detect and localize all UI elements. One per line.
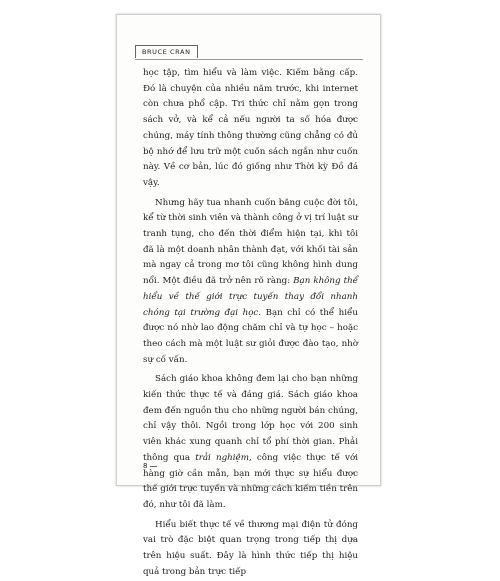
paragraph-text: Bạn chỉ có thể hiểu được nó nhờ lao động chăm chỉ và tự học – hoặc theo cách mà một luật sư giỏi được đào tạo, nhờ sự cố vấn. — [143, 307, 358, 365]
emphasis-text: Bạn không thể hiểu về thế giới trực tuyến thay đổi nhanh chóng tại trường đại học. — [143, 276, 359, 318]
paragraph-text: Hiểu biết thực tế về thương mại điện tử đóng vai trò đặc biệt quan trọng trong tiếp thị dựa trên hiệu suất. Đây là hình thức tiếp thị hiệu quả trong bản trực tiếp — [143, 519, 358, 577]
paragraph-text: , công việc thực tế với hàng giờ cần mẫn, bạn mới thực sự hiểu được thế giới trực tuyến và những cách kiếm tiền trên đó, như tôi đã làm. — [143, 452, 358, 510]
emphasis-text: trải nghiệm — [195, 452, 249, 463]
paragraph-1 — [143, 66, 358, 192]
paragraph-text: Sách giáo khoa không đem lại cho bạn những kiến thức thực tế và đáng giá. Sách giáo khoa đem đến nguồn thu cho những người bán chúng, chỉ vậy thôi. Ngồi trong lớp học với 200 sinh viên khác xung quanh chỉ tổ phí thời gian. Phải thông qua — [143, 374, 358, 463]
book-page — [116, 14, 381, 577]
page-footer — [143, 462, 157, 470]
footer-rule — [150, 466, 157, 467]
paragraph-3 — [143, 372, 358, 513]
page-number: 8 — [143, 462, 148, 470]
running-header — [135, 45, 363, 60]
paragraph-text: Nhưng hãy tua nhanh cuốn băng cuộc đời tôi, kể từ thời sinh viên và thành công ở vị trí luật sư tranh tụng, cho đến thời điểm hiện tại, khi tôi đã là một doanh nhân thành đạt, với khối tài sản mà ngay cả trong mơ tôi cũng không hình dung nổi. Một điều đã trở nên rõ ràng: — [143, 197, 358, 287]
running-title: BRUCE CRAN — [135, 45, 198, 58]
paragraph-2 — [143, 196, 358, 369]
paragraph-text: học tập, tìm hiểu và làm việc. Kiếm bằng cấp. Đó là chuyện của nhiều năm trước, khi internet còn chưa phổ cập. Tri thức chỉ nằm gọn trong sách vở, và kể cả nếu người ta số hóa được chúng, máy tính thông thường cũng chẳng có đủ bộ nhớ để lưu trữ một cuốn sách ngắn như cuốn này. Về cơ bản, lúc đó giống như Thời kỳ Đồ đá vậy. — [143, 68, 358, 188]
paragraph-4 — [143, 518, 358, 581]
page-body — [143, 66, 358, 581]
